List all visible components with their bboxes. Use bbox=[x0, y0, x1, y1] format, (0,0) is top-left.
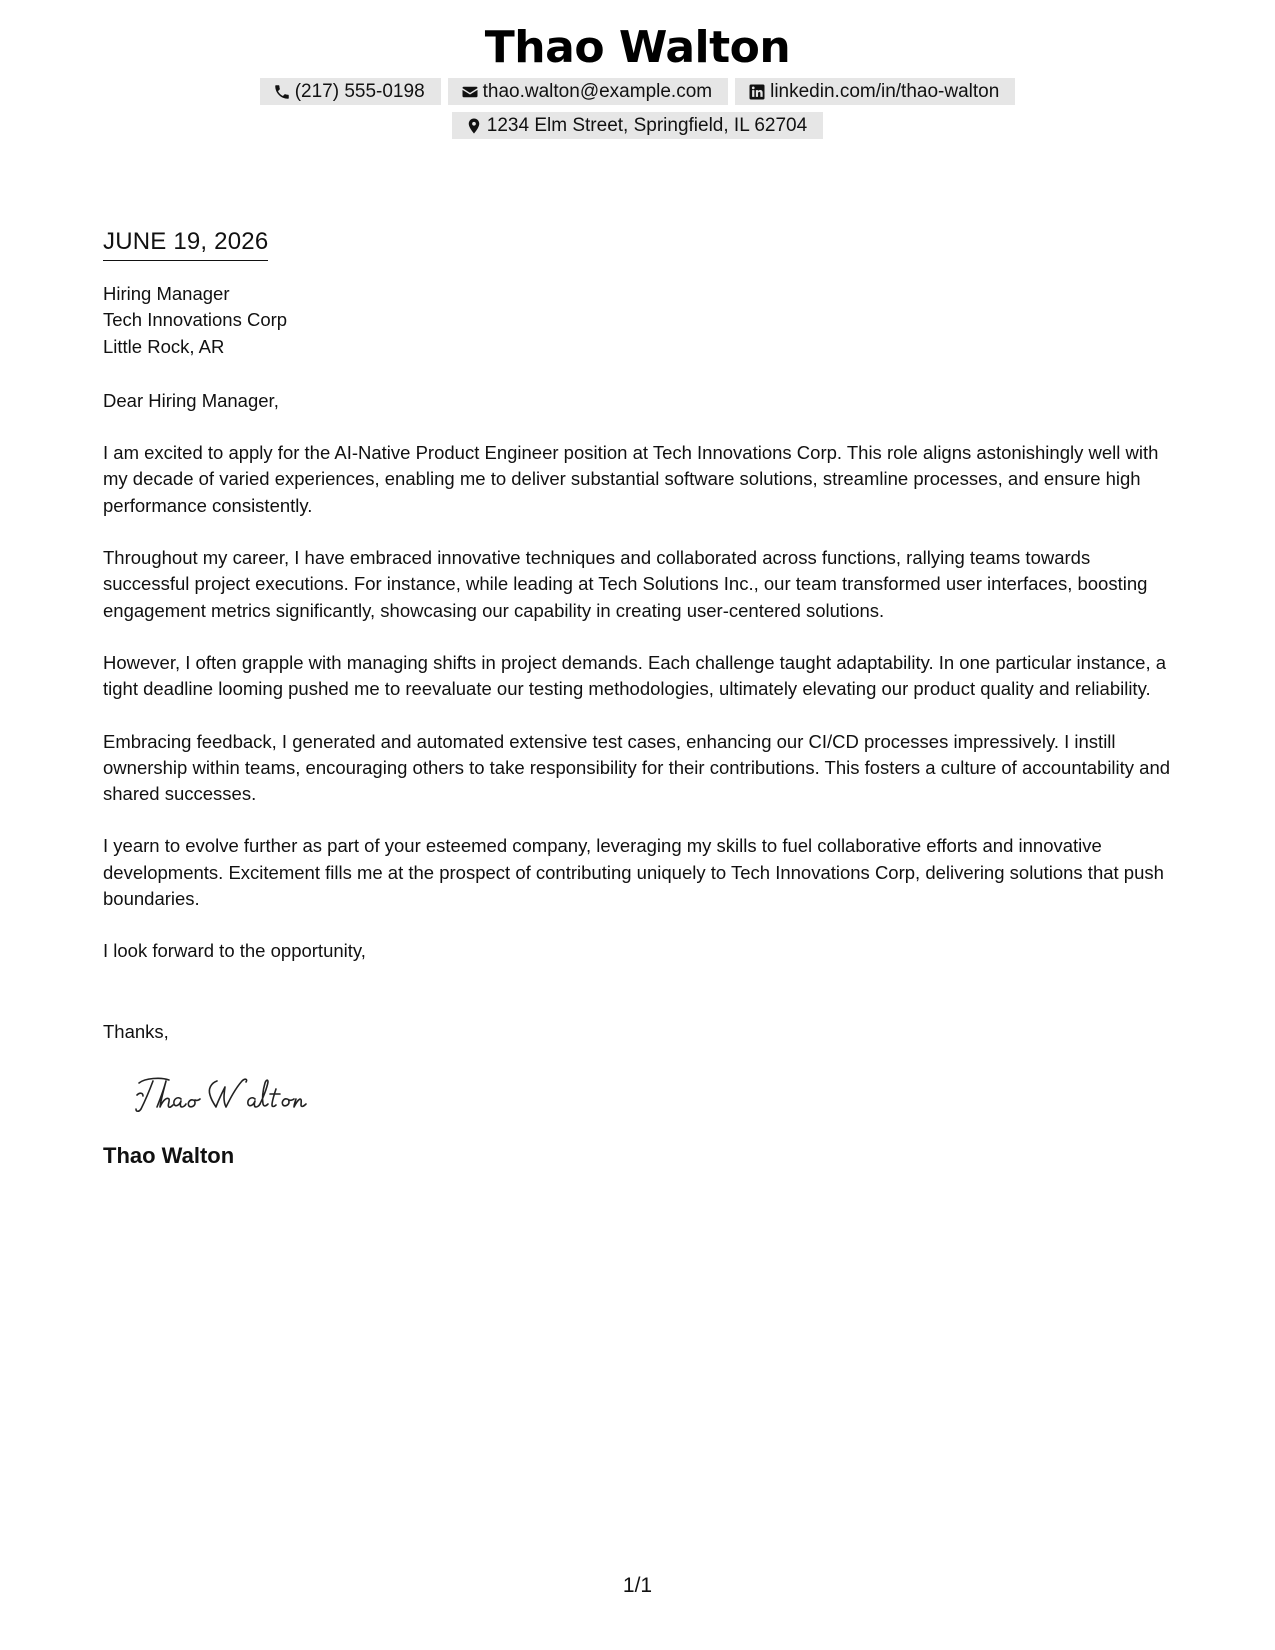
letter-body bbox=[103, 226, 1178, 1170]
map-pin-icon bbox=[465, 117, 483, 135]
linkedin-text: linkedin.com/in/thao-walton bbox=[770, 81, 1000, 102]
paragraph: I yearn to evolve further as part of your esteemed company, leveraging my skills to fuel collaborative efforts and innovative developments. Excitement fills me at the prospect of contributing uniquely to Tech Innovations Corp, delivering solutions that push boundaries. bbox=[103, 835, 1164, 910]
linkedin-icon bbox=[748, 83, 766, 101]
letterhead bbox=[0, 22, 1275, 139]
paragraph: However, I often grapple with managing shifts in project demands. Each challenge taught adaptability. In one particular instance, a tight deadline looming pushed me to reevaluate our testing methodologies, ultimately elevating our product quality and reliability. bbox=[103, 651, 1167, 700]
recipient-company: Tech Innovations Corp bbox=[103, 309, 288, 331]
contact-row-primary bbox=[0, 78, 1275, 105]
signer-name: Thao Walton bbox=[103, 1143, 235, 1169]
signoff: Thanks, bbox=[103, 1020, 169, 1042]
address-chip bbox=[452, 112, 823, 139]
recipient-location: Little Rock, AR bbox=[103, 335, 225, 357]
handwritten-signature bbox=[133, 1069, 338, 1119]
letter-date: JUNE 19, 2026 bbox=[103, 226, 268, 261]
envelope-icon bbox=[461, 83, 479, 101]
linkedin-chip[interactable] bbox=[735, 78, 1015, 105]
applicant-name: Thao Walton bbox=[484, 22, 791, 73]
contact-row-secondary bbox=[0, 112, 1275, 139]
page-number: 1/1 bbox=[622, 1574, 653, 1597]
phone-text: (217) 555-0198 bbox=[294, 81, 425, 102]
closing-line: I look forward to the opportunity, bbox=[103, 940, 366, 962]
phone-icon bbox=[273, 83, 291, 101]
recipient-title: Hiring Manager bbox=[103, 283, 230, 304]
phone-chip[interactable] bbox=[260, 78, 441, 105]
recipient-block bbox=[103, 281, 1178, 360]
email-chip[interactable] bbox=[448, 78, 728, 105]
paragraph: Embracing feedback, I generated and automated extensive test cases, enhancing our CI/CD processes impressively. I instill ownership within teams, encouraging others to take responsibility for their contributions. This fosters a culture of accountability and shared successes. bbox=[103, 730, 1171, 805]
address-text: 1234 Elm Street, Springfield, IL 62704 bbox=[486, 115, 808, 136]
salutation: Dear Hiring Manager, bbox=[103, 389, 279, 411]
paragraph: I am excited to apply for the AI-Native Product Engineer position at Tech Innovations Corp. This role aligns astonishingly well with my decade of varied experiences, enabling me to deliver substantial software solutions, streamline processes, and ensure high performance consistently. bbox=[103, 442, 1159, 516]
email-text: thao.walton@example.com bbox=[482, 81, 713, 102]
paragraph: Throughout my career, I have embraced innovative techniques and collaborated across functions, rallying teams towards successful project executions. For instance, while leading at Tech Solutions Inc., our team transformed user interfaces, boosting engagement metrics significantly, showcasing our capability in creating user-centered solutions. bbox=[103, 547, 1148, 621]
